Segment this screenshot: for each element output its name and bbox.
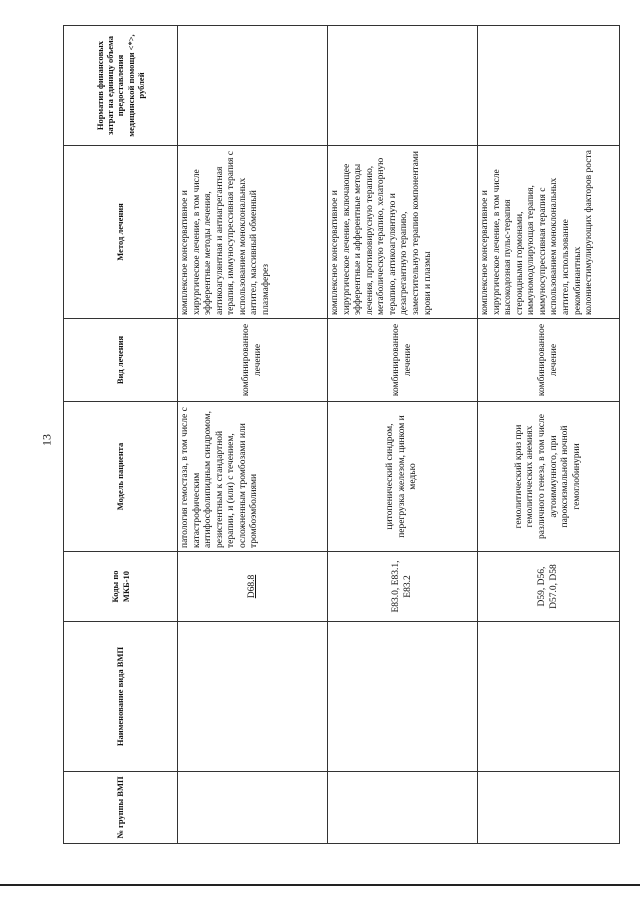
- header-treatment-type: Вид лечения: [64, 319, 178, 402]
- cell-icd-codes: D59, D56, D57.0, D58: [478, 552, 620, 622]
- rotated-table-wrapper: [63, 26, 619, 844]
- page-number: 13: [39, 434, 54, 446]
- table-header-row: [64, 26, 178, 844]
- header-treatment-method: Метод лечения: [64, 146, 178, 319]
- cell-vmp-name: [478, 622, 620, 772]
- cell-group-number: [178, 772, 328, 844]
- table-row: [178, 26, 328, 844]
- cell-treatment-method: комплексное консервативное и хирургическое лечение, в том числе эфферентные методы лечения, антикоагулянтная и антиагрегантная терапия, иммуносупрессивная терапия с использованием моноклональных антител, массивный обменный плазмаферез: [178, 146, 328, 319]
- cell-vmp-name: [328, 622, 478, 772]
- table-row: [328, 26, 478, 844]
- cell-treatment-type: комбинированное лечение: [478, 319, 620, 402]
- cell-vmp-name: [178, 622, 328, 772]
- cell-icd-codes: [178, 552, 328, 622]
- cell-icd-codes: E83.0, E83.1, E83.2: [328, 552, 478, 622]
- cell-group-number: [478, 772, 620, 844]
- cell-patient-model: гемолитический криз при гемолитических анемиях различного генеза, в том числе аутоиммунного, при пароксизмальной ночной гемоглобинурии: [478, 402, 620, 552]
- vmp-table: [63, 25, 620, 844]
- cell-treatment-method: комплексное консервативное и хирургическое лечение, включающее эфферентные и афферентные методы лечения, противовирусную терапию, метаболическую терапию, хелаторную терапию, антикоагулянтную и дезагрегантную терапию, заместительную терапию компонентами крови и плазмы: [328, 146, 478, 319]
- cell-cost-norm: [478, 26, 620, 146]
- bottom-rule: [0, 884, 640, 886]
- cell-patient-model: цитопенический синдром, перегрузка железом, цинком и медью: [328, 402, 478, 552]
- cell-patient-model: патология гемостаза, в том числе с катастрофическим антифосфолипидным синдромом, резистентным к стандартной терапии, и (или) с течением, осложненным тромбозами или тромбоэмболиями: [178, 402, 328, 552]
- cell-treatment-type: комбинированное лечение: [328, 319, 478, 402]
- cell-treatment-method: комплексное консервативное и хирургическое лечение, в том числе высокодозная пульс-терапия стероидными гормонами, иммуномодулирующая терапия, иммуносупрессивная терапия с использованием моноклональных антител, использование рекомбинантных колониестимулирующих факторов роста: [478, 146, 620, 319]
- cell-group-number: [328, 772, 478, 844]
- cell-cost-norm: [178, 26, 328, 146]
- cell-cost-norm: [328, 26, 478, 146]
- header-icd-codes: Коды по МКБ-10: [64, 552, 178, 622]
- header-group-number: № группы ВМП: [64, 772, 178, 844]
- header-patient-model: Модель пациента: [64, 402, 178, 552]
- header-cost-norm: Норматив финансовых затрат на единицу объема предоставления медицинской помощи <*>, рублей: [64, 26, 178, 146]
- header-vmp-name: Наименование вида ВМП: [64, 622, 178, 772]
- table-row: [478, 26, 620, 844]
- cell-treatment-type: комбинированное лечение: [178, 319, 328, 402]
- icd-code-link[interactable]: D68.8: [246, 574, 257, 599]
